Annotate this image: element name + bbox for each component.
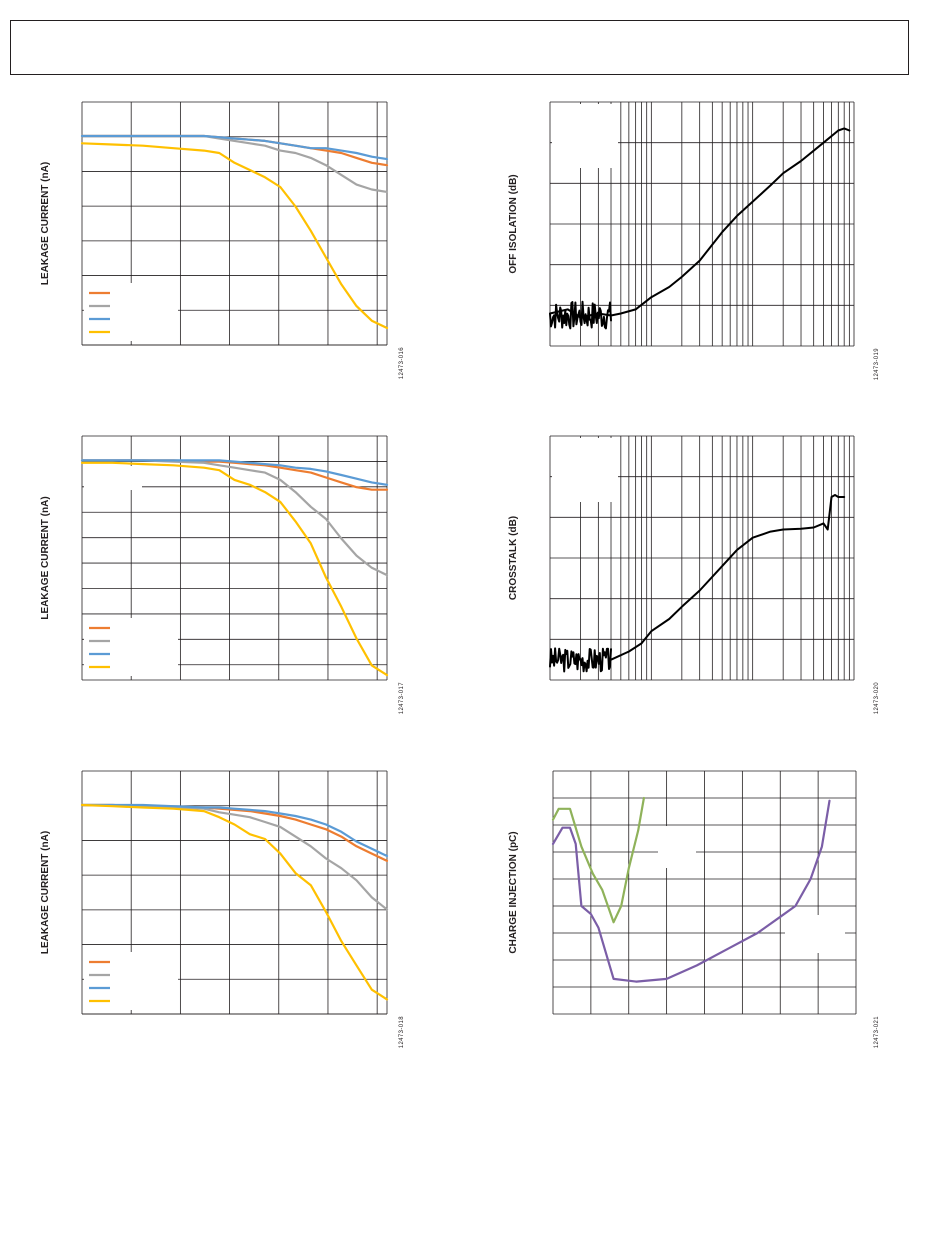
crosstalk-grid bbox=[550, 436, 854, 680]
charge-svg bbox=[498, 762, 898, 1052]
charge-grid bbox=[553, 771, 856, 1014]
leak1-ylabel: LEAKAGE CURRENT (nA) bbox=[40, 161, 51, 286]
leak3-series-blue bbox=[82, 805, 387, 856]
chart-crosstalk bbox=[498, 428, 898, 718]
leak2-svg bbox=[30, 428, 420, 718]
crosstalk-ylabel: CROSSTALK (dB) bbox=[508, 515, 519, 601]
crosstalk-series-black-smooth bbox=[611, 495, 844, 660]
crosstalk-svg bbox=[498, 428, 898, 718]
charge-figure-id: 12473-021 bbox=[874, 1016, 880, 1049]
leak1-series-blue bbox=[82, 136, 387, 159]
charge-series-green bbox=[553, 798, 644, 922]
chart-charge-injection bbox=[498, 762, 898, 1052]
crosstalk-figure-id: 12473-020 bbox=[874, 682, 880, 715]
leak2-ylabel: LEAKAGE CURRENT (nA) bbox=[40, 496, 51, 620]
leak1-svg bbox=[30, 95, 420, 385]
charge-ylabel: CHARGE INJECTION (pC) bbox=[508, 831, 519, 954]
leak2-grid bbox=[82, 436, 387, 680]
chart-leakage-2 bbox=[30, 428, 420, 718]
page-header-box bbox=[10, 20, 909, 75]
offiso-ylabel: OFF ISOLATION (dB) bbox=[508, 174, 519, 274]
leak3-figure-id: 12473-018 bbox=[399, 1016, 405, 1049]
leak2-figure-id: 12473-017 bbox=[399, 682, 405, 715]
chart-leakage-3 bbox=[30, 762, 420, 1052]
chart-off-isolation bbox=[498, 95, 898, 385]
offiso-svg bbox=[498, 95, 898, 385]
leak1-figure-id: 12473-016 bbox=[399, 347, 405, 380]
offiso-figure-id: 12473-019 bbox=[874, 348, 880, 381]
leak3-series-gray bbox=[82, 805, 387, 910]
leak3-ylabel: LEAKAGE CURRENT (nA) bbox=[40, 830, 51, 955]
chart-leakage-1 bbox=[30, 95, 420, 385]
leak3-svg bbox=[30, 762, 420, 1052]
